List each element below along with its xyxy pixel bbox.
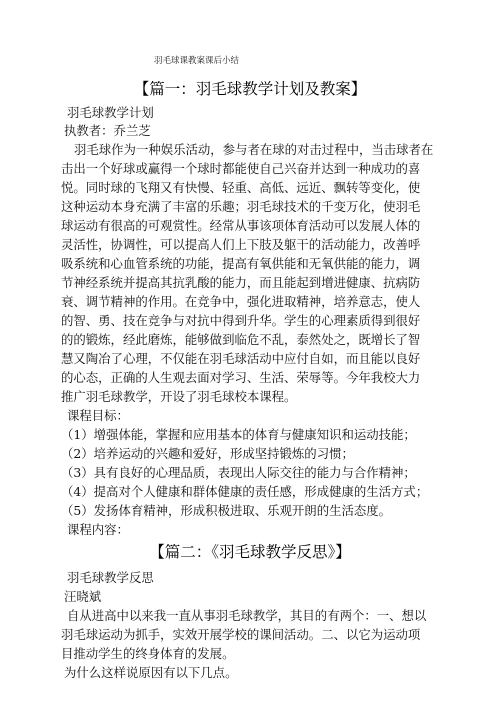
paragraph-line: 羽毛球作为一种娱乐活动，参与者在球的对击过程中，当击球者在 — [74, 142, 434, 157]
paragraph-line: 推广羽毛球教学，开设了羽毛球校本课程。 — [61, 389, 297, 404]
paragraph-line: 节神经系统并提高其抗乳酸的能力，而且能起到增进健康、抗病防 — [61, 275, 421, 290]
paragraph-line: 悦。同时球的飞翔又有快慢、轻重、高低、远近、飘转等变化，使 — [61, 180, 421, 195]
paragraph-line: 的智、勇、技在竞争与对抗中得到升华。学生的心理素质得到很好 — [61, 313, 421, 328]
header-note: 羽毛球课教案课后小结 — [154, 56, 240, 66]
section-1-author: 执教者：乔兰芝 — [64, 123, 151, 138]
goal-item: （2）培养运动的兴趣和爱好，形成坚持锻炼的习惯； — [61, 446, 354, 461]
paragraph-line: 灵活性，协调性，可以提高人们上下肢及躯干的活动能力，改善呼 — [61, 237, 421, 252]
paragraph-line: 的心态，正确的人生观去面对学习、生活、荣辱等。今年我校大力 — [61, 370, 421, 385]
section-2-author: 汪晓斌 — [64, 589, 102, 604]
closing-line: 为什么这样说原因有以下几点。 — [64, 665, 238, 680]
paragraph-line: 自从进高中以来我一直从事羽毛球教学，其目的有两个：一、想以 — [67, 608, 427, 623]
goal-item: （5）发扬体育精神，形成积极进取、乐观开朗的生活态度。 — [61, 503, 392, 518]
section-1-title: 【篇一：羽毛球教学计划及教案】 — [133, 80, 367, 98]
goal-item: （3）具有良好的心理品质，表现出人际交往的能力与合作精神； — [61, 465, 416, 480]
paragraph-line: 这种运动本身充满了丰富的乐趣；羽毛球技术的千变万化，使羽毛 — [61, 199, 421, 214]
section-2-title: 【篇二：《羽毛球教学反思》】 — [149, 543, 351, 561]
goals-heading: 课程目标： — [67, 408, 129, 423]
section-1-subtitle: 羽毛球教学计划 — [67, 105, 154, 120]
content-heading: 课程内容： — [67, 522, 129, 537]
paragraph-line: 吸系统和心血管系统的功能，提高有氧供能和无氧供能的能力，调 — [61, 256, 421, 271]
paragraph-line: 球运动有很高的可观赏性。经常从事该项体育活动可以发展人体的 — [61, 218, 421, 233]
goal-item: （4）提高对个人健康和群体健康的责任感，形成健康的生活方式； — [61, 484, 429, 499]
paragraph-line: 击出一个好球或赢得一个球时都能使自己兴奋并达到一种成功的喜 — [61, 161, 421, 176]
paragraph-line: 羽毛球运动为抓手，实效开展学校的课间活动。二、以它为运动项 — [61, 627, 421, 642]
paragraph-line: 目推动学生的终身体育的发展。 — [61, 646, 235, 661]
paragraph-line: 的的锻炼，经此磨炼，能够做到临危不乱，泰然处之，既增长了智 — [61, 332, 421, 347]
section-2-subtitle: 羽毛球教学反思 — [67, 570, 154, 585]
paragraph-line: 衰、调节精神的作用。在竞争中，强化进取精神，培养意志，使人 — [61, 294, 421, 309]
paragraph-line: 慧又陶冶了心理，不仅能在羽毛球活动中应付自如，而且能以良好 — [61, 351, 421, 366]
goal-item: （1）增强体能，掌握和应用基本的体育与健康知识和运动技能； — [61, 427, 416, 442]
